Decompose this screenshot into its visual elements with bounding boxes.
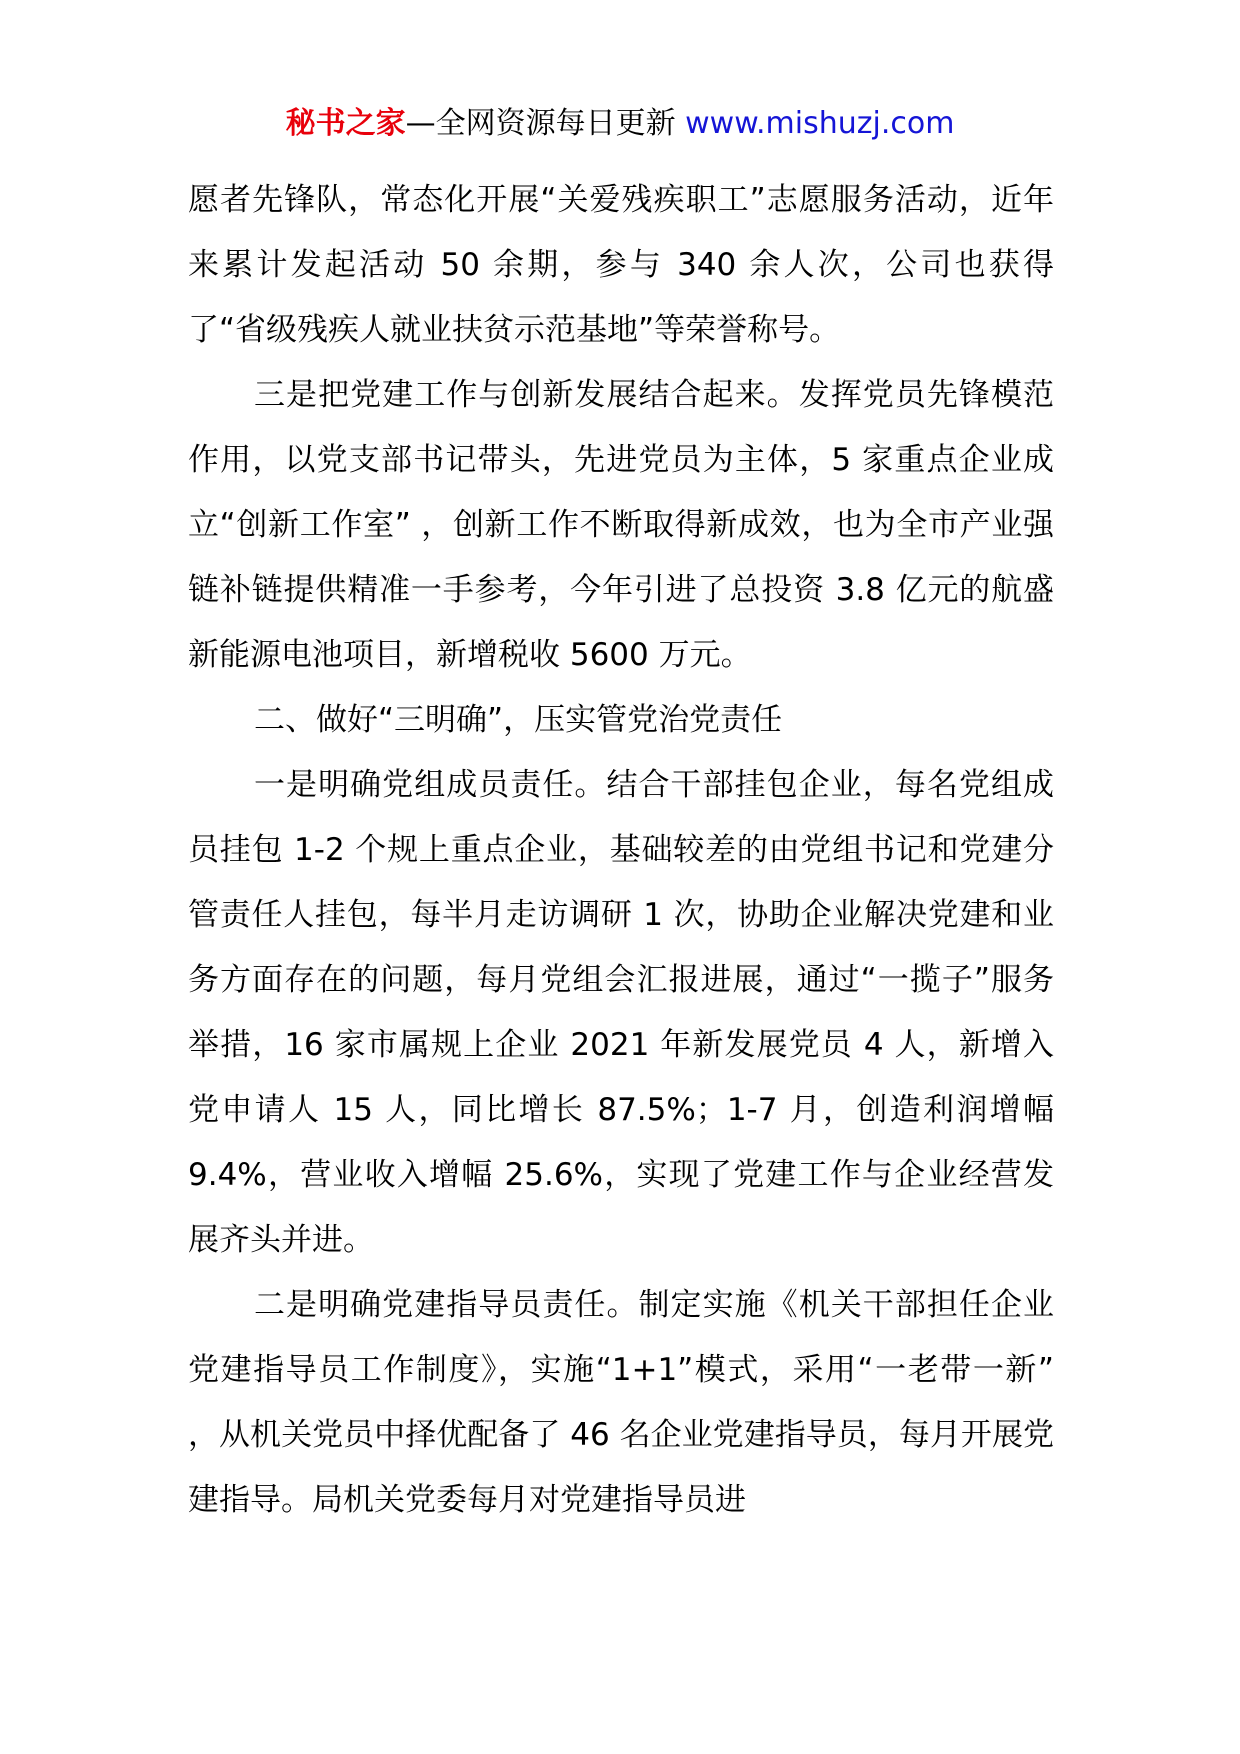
document-body — [188, 168, 1054, 1533]
paragraph-party-members: 一是明确党组成员责任。结合干部挂包企业，每名党组成员挂包 1-2 个规上重点企业，基础较差的由党组书记和党建分管责任人挂包，每半月走访调研 1 次，协助企业解决党建和业务方面存在的问题，每月党组会汇报进展，通过“一揽子”服务举措，16 家市属规上企业 2021 年新发展党员 4 人，新增入党申请人 15 人，同比增长 87.5%；1-7 月，创造利润增幅 9.4%，营业收入增幅 25.6%，实现了党建工作与企业经营发展齐头并进。 — [188, 767, 1054, 1258]
site-url-link[interactable]: www.mishuzj.com — [685, 106, 955, 141]
site-brand: 秘书之家 — [285, 106, 406, 141]
section-heading: 二、做好“三明确”，压实管党治党责任 — [254, 702, 783, 738]
site-tagline: —全网资源每日更新 — [405, 106, 686, 141]
page-header — [0, 104, 1240, 144]
paragraph-party-instructors: 二是明确党建指导员责任。制定实施《机关干部担任企业党建指导员工作制度》，实施“1+1”模式，采用“一老带一新” ，从机关党员中择优配备了 46 名企业党建指导员，每月开展党建指导。局机关党委每月对党建指导员进 — [188, 1287, 1054, 1518]
paragraph-continuation: 愿者先锋队，常态化开展“关爱残疾职工”志愿服务活动，近年来累计发起活动 50 余期，参与 340 余人次，公司也获得了“省级残疾人就业扶贫示范基地”等荣誉称号。 — [188, 182, 1054, 348]
paragraph-innovation: 三是把党建工作与创新发展结合起来。发挥党员先锋模范作用，以党支部书记带头，先进党员为主体，5 家重点企业成立“创新工作室” ，创新工作不断取得新成效，也为全市产业强链补链提供精准一手参考，今年引进了总投资 3.8 亿元的航盛新能源电池项目，新增税收 5600 万元。 — [188, 377, 1054, 673]
